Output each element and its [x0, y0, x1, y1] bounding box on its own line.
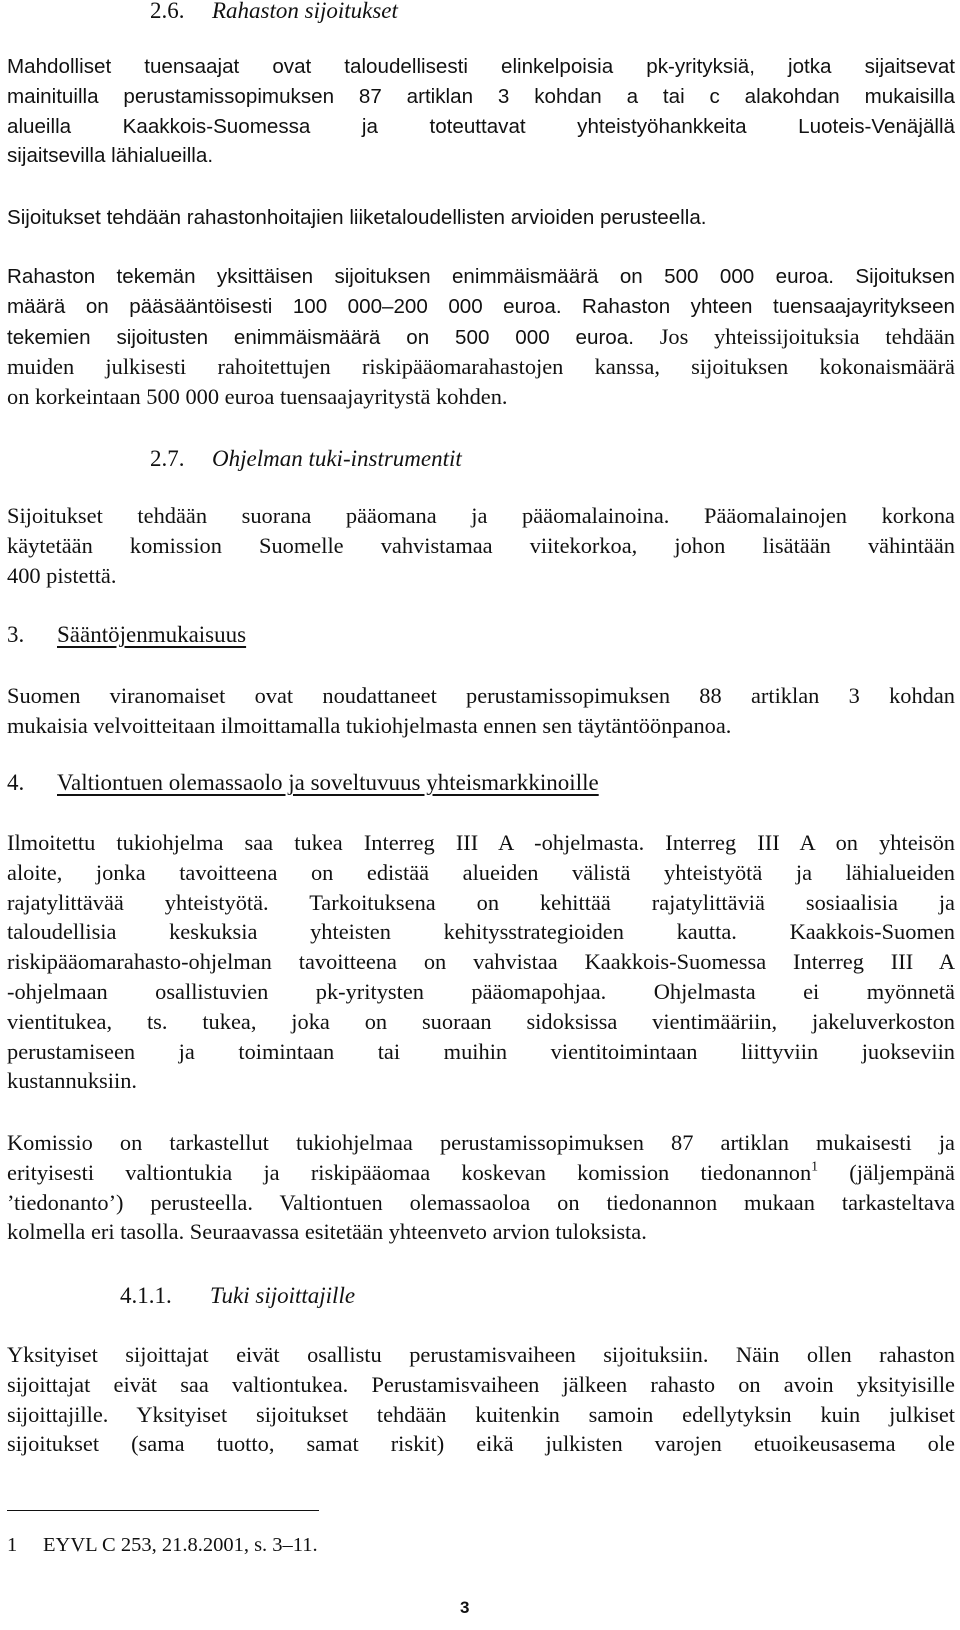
paragraph-investor-aid [7, 1340, 955, 1459]
text-line: käytetään komission Suomelle vahvistamaa viitekorkoa, johon lisätään vähintään [7, 532, 955, 558]
paragraph-investment-basis [7, 203, 955, 233]
text-line: Sijoitukset tehdään rahastonhoitajien liiketaloudellisten arvioiden perusteella. [7, 206, 707, 229]
footnote [7, 1534, 318, 1557]
footnote-mark: 1 [7, 1534, 18, 1556]
text-line: kolmella eri tasolla. Seuraavassa esitetään yhteenveto arvion tuloksista. [7, 1219, 647, 1245]
text-line: rajatylittävää yhteistyötä. Tarkoituksena on kehittää rajatylittäviä sosiaalisia ja [7, 889, 955, 915]
text-run: (jäljempänä [818, 1159, 955, 1185]
text-line: kustannuksiin. [7, 1068, 137, 1094]
text-run: tekemien sijoitusten enimmäismäärä on 500 000 euroa. [7, 325, 634, 349]
section-title: Rahaston sijoitukset [212, 0, 398, 23]
footnote-reference[interactable]: 1 [811, 1159, 819, 1175]
section-heading-2-6 [150, 0, 398, 24]
text-line: 400 pistettä. [7, 562, 117, 588]
text-line: muiden julkisesti rahoitettujen riskipääomarahastojen kanssa, sijoituksen kokonaismäärä [7, 354, 955, 380]
text-line: Ilmoitettu tukiohjelma saa tukea Interreg III A -ohjelmasta. Interreg III A on yhteisön [7, 830, 955, 855]
text-line: sijaitsevilla lähialueilla. [7, 144, 214, 168]
text-line [7, 322, 955, 353]
text-line: alueilla Kaakkois-Suomessa ja toteuttavat yhteistyöhankkeita Luoteis-Venäjällä [7, 114, 955, 138]
section-heading-4-1-1 [120, 1283, 355, 1309]
section-number: 4.1.1. [120, 1283, 172, 1308]
section-number: 2.7. [150, 446, 185, 471]
section-number: 3. [7, 622, 25, 647]
text-line: Komissio on tarkastellut tukiohjelmaa perustamissopimuksen 87 artiklan mukaisesti ja [7, 1130, 955, 1155]
text-line: aloite, jonka tavoitteena on edistää alueiden välistä yhteistyötä ja lähialueiden [7, 859, 955, 885]
text-line: on korkeintaan 500 000 euroa tuensaajayritystä kohden. [7, 384, 508, 410]
paragraph-eligible-beneficiaries [7, 52, 955, 171]
text-run: erityisesti valtiontukia ja riskipääomaa koskevan komission tiedonannon [7, 1159, 812, 1185]
text-line: sijoittajat eivät saa valtiontukea. Perustamisvaiheen jälkeen rahasto on avoin yksityisille [7, 1371, 955, 1397]
text-line: riskipääomarahasto-ohjelman tavoitteena on vahvistaa Kaakkois-Suomessa Interreg III A [7, 949, 955, 975]
text-line: sijoittajille. Yksityiset sijoitukset tehdään kuitenkin samoin edellytyksin kuin julkiset [7, 1401, 955, 1427]
text-line: -ohjelmaan osallistuvien pk-yritysten pääomapohjaa. Ohjelmasta ei myönnetä [7, 978, 955, 1004]
page-number: 3 [460, 1598, 470, 1617]
text-line: Mahdolliset tuensaajat ovat taloudellisesti elinkelpoisia pk-yrityksiä, jotka sijaitsevat [7, 55, 955, 78]
text-line: määrä on pääsääntöisesti 100 000–200 000 euroa. Rahaston yhteen tuensaajayritykseen [7, 294, 955, 318]
text-line: perustamiseen ja toimintaan tai muihin vientitoimintaan liittyviin juokseviin [7, 1038, 955, 1064]
section-heading-2-7 [150, 446, 462, 472]
section-number: 2.6. [150, 0, 185, 23]
text-line: Sijoitukset tehdään suorana pääomana ja pääomalainoina. Pääomalainojen korkona [7, 503, 955, 528]
section-number: 4. [7, 770, 25, 795]
paragraph-state-aid-assessment [7, 828, 955, 1096]
text-line: mainituilla perustamissopimuksen 87 artiklan 3 kohdan a tai c alakohdan mukaisilla [7, 84, 955, 108]
text-line: Rahaston tekemän yksittäisen sijoituksen enimmäismäärä on 500 000 euroa. Sijoituksen [7, 265, 955, 288]
text-line: vientitukea, ts. tukea, joka on suoraan sidoksissa vientimääriin, jakeluverkoston [7, 1008, 955, 1034]
section-title: Ohjelman tuki-instrumentit [212, 446, 462, 471]
section-heading-3 [7, 622, 246, 648]
footnote-separator [7, 1510, 319, 1511]
text-line: taloudellisia keskuksia yhteisten kehitysstrategioiden kautta. Kaakkois-Suomen [7, 919, 955, 945]
paragraph-support-instruments [7, 501, 955, 590]
section-title: Tuki sijoittajille [210, 1283, 356, 1308]
document-page [5, 0, 955, 1630]
text-line: sijoitukset (sama tuotto, samat riskit) eikä julkisten varojen etuoikeusasema ole [7, 1431, 955, 1457]
text-line: mukaisia velvoitteitaan ilmoittamalla tukiohjelmasta ennen sen täytäntöönpanoa. [7, 712, 732, 738]
paragraph-investment-limits [7, 262, 955, 412]
text-line: Suomen viranomaiset ovat noudattaneet perustamissopimuksen 88 artiklan 3 kohdan [7, 683, 955, 708]
text-line: Yksityiset sijoittajat eivät osallistu perustamisvaiheen sijoituksiin. Näin ollen rahaston [7, 1342, 955, 1367]
paragraph-compliance [7, 681, 955, 741]
section-title: Sääntöjenmukaisuus [57, 622, 247, 647]
text-line: ’tiedonanto’) perusteella. Valtiontuen olemassaoloa on tiedonannon mukaan tarkasteltava [7, 1189, 955, 1215]
footnote-text: EYVL C 253, 21.8.2001, s. 3–11. [43, 1534, 318, 1556]
text-line [7, 1158, 955, 1188]
paragraph-commission-review [7, 1128, 955, 1247]
section-heading-4 [7, 770, 599, 796]
text-run: Jos yhteissijoituksia tehdään [633, 323, 955, 349]
section-title: Valtiontuen olemassaolo ja soveltuvuus yhteismarkkinoille [57, 770, 599, 795]
